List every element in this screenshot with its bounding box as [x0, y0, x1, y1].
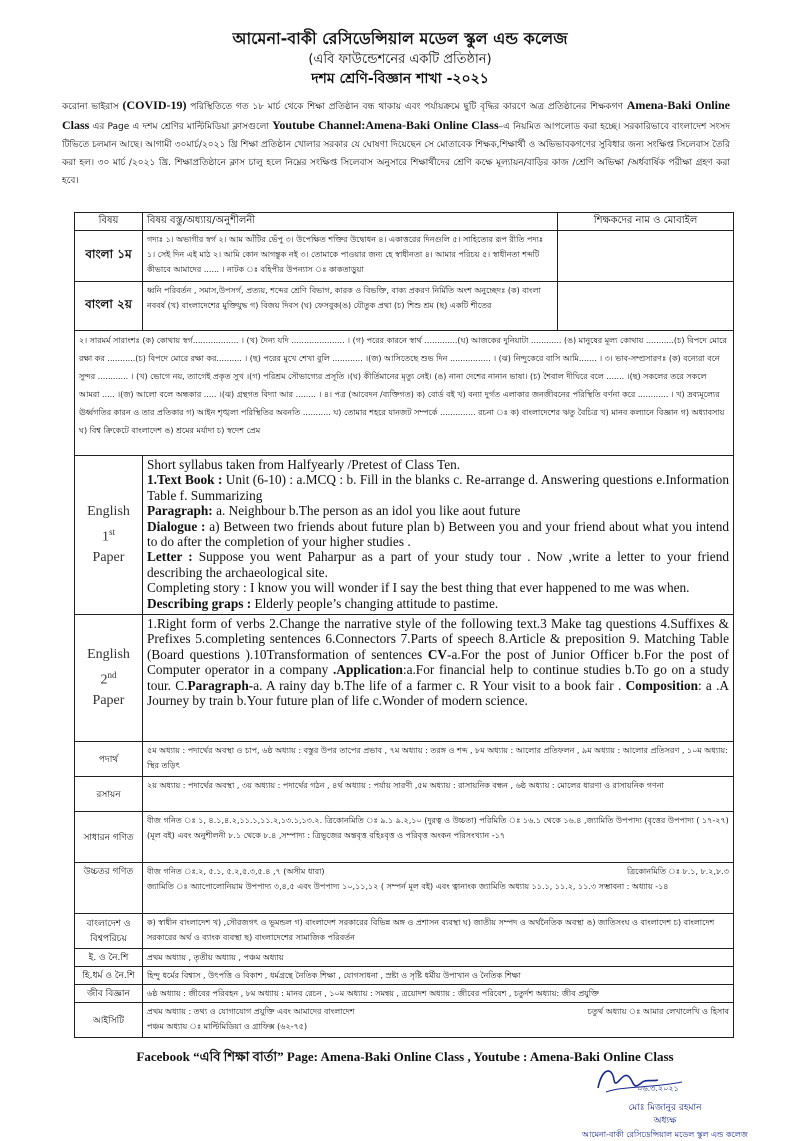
cv-label: CV — [427, 646, 448, 662]
content-bgs: ক) স্বাধীন বাংলাদেশ খ) ,সৌরজগৎ ও ভূমন্ডল গ) বাংলাদেশ সরকারের বিভিন্ন অঙ্গ ও প্রশাসন ব্যবস্থা ঘ) জাতীয় সম্পদ ও অর্থনৈতিক অবস্থা ঙ) জাতিসংঘ ও বাংলাদেশ চ) বাংলাদেশ সরকারের অর্থ ও ব্যাংক ব্যবস্থা ছ) বাংলাদেশের সামাজিক পরিবর্তন — [143, 914, 734, 949]
intro-text-3: এর Page এ দশম শ্রেণির মাল্টিমিডিয়া ক্লাসগুলো — [92, 122, 269, 132]
content-english-1 — [143, 456, 734, 615]
teacher-cell — [558, 231, 734, 282]
signature-institution: আমেনা-বাকী রেসিডেন্সিয়াল মডেল স্কুল এন্ড কলেজ — [582, 1130, 748, 1139]
subject-bgs: বাংলাদেশ ও বিশ্বপরিচয় — [75, 914, 143, 949]
ict-chapter-1: প্রথম অধ্যায় : তথ্য ও যোগাযোগ প্রযুক্তি এবং আমাদের বাংলাদেশ — [147, 1007, 355, 1016]
subject-bangla-1: বাংলা ১ম — [75, 231, 143, 282]
content-bangla-2-extra: ২। সারমর্ম সারাংশঃ (ক) কোথায় স্বর্গ.................. । (খ) দৈন্য যদি ..................... । (গ) পরের কারনে স্বার্থ .............(ঘ) আজকের দুনিয়াটা ............ (ঙ) মানুষের মূল্য কোথায় ...........(চ) বিপদে মোরে রক্ষা কর ...........(চ) বিপদে মোরে রক্ষা কর.......... । (ছ) পরের মুখে শেখা বুলি ............ ।(জ) আসিতেছে শুভ দিন ................ । (ঝ) নিন্দুকেরে বাসি আমি....... । ৩। ভাব-সম্প্রসারণঃ (ক) বন্যেরা বনে সুন্দর ............ । (খ) ভোগে নয়, ত্যাগেই প্রকৃত সুখ ।(গ) পরিশ্রম সৌভাগ্যের প্রসূতি ।(ঘ) কীর্তিমানের মৃত্যু নেই। (ঙ) নানা দেশের নানান ভাষা। (চ) শৈবাল দীঘিরে বলে ....... ।(ছ) সকলের তরে সকলে আমরা ..... ।(জ) আলো বলে অন্ধকার ..... ।(ঝ) গ্রন্থগত বিদ্যা আর ........ । ৪। পত্র (আবেদন /ব্যক্তিগত) ক) বোর্ড বই খ) বন্যা দুর্গত এলাকার জনজীবনের পরিস্থিতি বর্ণনা করে ............ । খ) দ্রব্যমূল্যের ঊর্ধ্বগতির কারন ও তার প্রতিকার গ) আইন শৃঙ্খলা পরিস্থিতির অবনতি ........... ঘ) তোমার শহরে যানজট সম্পর্কে .............. রচনা ঃ ক) বাংলাদেশের ঋতু বৈচিত্র খ) মানব কল্যানে বিজ্ঞান গ) অধ্যাবসায় ঘ) বিশ্ব ক্রিকেটে বাংলাদেশ ঙ) শ্রমের মর্যাদা চ) স্বদেশ প্রেম — [75, 331, 734, 456]
foundation-subtitle: (এবি ফাউন্ডেশনের একটি প্রতিষ্ঠান) — [308, 52, 492, 67]
subject-general-math: সাধারন গণিত — [75, 812, 143, 863]
subject-islam: ই. ও নৈ.শি — [75, 949, 143, 967]
header-teachers: শিক্ষকদের নাম ও মোবাইল — [558, 213, 734, 231]
table-row — [75, 777, 734, 812]
covid-label: (COVID-19) — [122, 98, 187, 112]
teacher-cell — [558, 282, 734, 331]
content-hindu: হিন্দু ধর্মের বিশ্বাস , উৎপত্তি ও বিকাশ , ধর্মগ্রন্থে নৈতিক শিক্ষা , যোগসাধনা , স্রষ্টা ও সৃষ্টি ধর্মীয় উপাখান ও নৈতিক শিক্ষা — [143, 967, 734, 985]
ict-line1 — [147, 1004, 729, 1019]
subject-biology: জীব বিজ্ঞান — [75, 985, 143, 1003]
subject-english-1 — [75, 456, 143, 615]
subject-english-2-sup: nd — [107, 670, 117, 681]
principal-title: অধ্যক্ষ — [653, 1116, 677, 1126]
subject-english-1-sup: st — [108, 527, 115, 538]
header-content: বিষয় বস্তু/অধ্যায়/অনুশীলনী — [143, 213, 558, 231]
table-row — [75, 231, 734, 282]
document-header — [0, 28, 800, 89]
dialogue-text: a) Between two friends about future plan b) Between you and your friend about what you intend to do after the completion of your higher studies . — [147, 518, 729, 550]
dialogue-label: Dialogue : — [147, 518, 206, 534]
ict-chapter-4: চতুর্থ অধ্যায় ঃ আমার লেখালেখি ও হিসাব — [587, 1007, 729, 1016]
subject-chemistry: রসায়ন — [75, 777, 143, 812]
eng2-paragraph-text: a. A rainy day b.The life of a farmer c. R Your visit to a book fair . — [253, 677, 622, 693]
class-title: দশম শ্রেণি-বিজ্ঞান শাখা -২০২১ — [311, 71, 489, 87]
table-row — [75, 812, 734, 863]
graphs-label: Describing graps : — [147, 595, 252, 611]
english-1-story: Completing story : I know you will wonder if I say the best thing that ever happened to me was when. — [147, 580, 690, 596]
online-class-name: Amena-Baki Online Class — [62, 98, 730, 132]
english-1-textbook — [147, 472, 729, 503]
subject-english-2 — [75, 615, 143, 742]
subject-english-2-num: 2 — [100, 672, 108, 688]
subject-english-2-line1: English — [87, 647, 130, 663]
table-row — [75, 615, 734, 742]
higher-math-line1 — [147, 864, 729, 879]
table-row — [75, 863, 734, 914]
application-text: :a.For financial help to continue studies b.To go on a study tour. C. — [147, 662, 730, 693]
table-row — [75, 967, 734, 985]
table-row — [75, 456, 734, 615]
signature-date: ০৬.৩.২০২১ — [637, 1084, 679, 1093]
subject-physics: পদার্থ — [75, 742, 143, 777]
content-higher-math — [143, 863, 734, 914]
subject-english-1-line3: Paper — [92, 549, 125, 565]
subject-english-1-num: 1 — [101, 529, 109, 545]
table-header-row — [75, 213, 734, 231]
table-row — [75, 742, 734, 777]
subject-english-1-line1: English — [87, 504, 130, 520]
content-english-2 — [143, 615, 734, 742]
ict-chapter-5: পঞ্চম অধ্যায় ঃ মাল্টিমিডিয়া ও গ্রাফিক্স (৬২-৭৫) — [147, 1022, 308, 1031]
table-row — [75, 331, 734, 456]
content-physics: ৫ম অধ্যায় : পদার্থের অবস্থা ও চাপ, ৬ষ্ঠ অধ্যায় : বস্তুর উপর তাপের প্রভাব , ৭ম অধ্যায় : তরঙ্গ ও শব্দ , ৮ম অধ্যায় : আলোর প্রতিফলন , ৯ম অধ্যায় : আলোর প্রতিসরণ , ১০ম অধ্যায়: স্থির তড়িৎ — [143, 742, 734, 777]
intro-text-2: পরিস্থিতিতে গত ১৮ মার্চ থেকে শিক্ষা প্রতিষ্ঠান বন্ধ থাকায় এবং পর্যায়ক্রমে ছুটি বৃদ্ধির কারণে অত্র প্রতিষ্ঠানের শিক্ষকগণ — [190, 102, 623, 112]
subject-english-2-line3: Paper — [92, 692, 125, 708]
textbook-text: Unit (6-10) : a.MCQ : b. Fill in the blanks c. Re-arrange d. Answering questions e.Information Table f. Summarizing — [147, 472, 729, 503]
table-row — [75, 914, 734, 949]
content-bangla-1: গদ্যঃ ১। অভাগীর স্বর্গ ২। আম আঁটির ভেঁপু ৩। উপেক্ষিত শক্তির উদ্বোধন ৪। একাত্তরের দিনগুলি ৫। সাহিত্যের রূপ রীতি পদ্যঃ ১। সেই দিন এই মাঠ ২। আমি কোন আগন্তুক নই ৩। তোমাকে পাওয়ার জন্য হে স্বাধীনতা ৪। আমার পরিচয় ৫। স্বাধীনতা শব্দটি কীভাবে আমাদের ...... । নাটক ঃ বহিপীর উপন্যাস ঃ কাকতাড়ুয়া — [143, 231, 558, 282]
subject-hindu: হি.ধর্ম ও নৈ.শি — [75, 967, 143, 985]
principal-name: মোঃ মিজানুর রহমান — [628, 1103, 702, 1113]
letter-text: Suppose you went Paharpur as a part of your study tour . Now ,write a letter to your friend describing the archaeological site. — [147, 549, 729, 580]
english-1-dialogue — [147, 519, 729, 550]
table-row — [75, 282, 734, 331]
composition-text: : a .A Journey by train b.Your future plan of life c.Wonder of modern science. — [147, 677, 730, 709]
intro-text-1: করোনা ভাইরাস — [62, 102, 119, 112]
higher-math-algebra: বীজ গনিত ঃ.২, ৫.১, ৫.২,৫.৩,৫.৪ ,৭ (অসীম ধারা) — [147, 867, 325, 876]
content-chemistry: ২য় অধ্যায় : পদার্থের অবস্থা , ৩য় অধ্যায় : পদার্থের গঠন , ৪র্থ অধ্যায় : পর্যায় সারণী ,৫ম অধ্যায় : রাসায়নিক বন্ধন , ৬ষ্ঠ অধ্যায় : মোলের ধারণা ও রাসায়নিক গণনা — [143, 777, 734, 812]
youtube-channel: Youtube Channel:Amena-Baki Online Class — [272, 118, 499, 132]
table-row — [75, 985, 734, 1003]
institution-name: আমেনা-বাকী রেসিডেন্সিয়াল মডেল স্কুল এন্ড কলেজ — [232, 29, 568, 48]
english-1-paragraph — [147, 503, 729, 518]
syllabus-table — [74, 212, 734, 1038]
content-ict — [143, 1003, 734, 1038]
graphs-text: Elderly people’s changing attitude to pastime. — [254, 595, 499, 611]
subject-higher-math: উচ্চতর গণিত — [75, 863, 143, 914]
subject-bangla-2: বাংলা ২য় — [75, 282, 143, 331]
paragraph-text: a. Neighbour b.The person as an idol you like aout future — [216, 503, 521, 519]
content-biology: ৬ষ্ঠ অধ্যায় : জীবের পরিবহন , ৮ম অধ্যায় : মানব রেচন , ১০ম অধ্যায় : সমন্বয় , ত্রয়োদশ অধ্যায় : জীবের পরিবেশ , চতুর্দশ অধ্যায়: জীব প্রযুক্তি — [143, 985, 734, 1003]
english-2-grammar: 1.Right form of verbs 2.Change the narrative style of the following text.3 Make tag questions 4.Suffixes & Prefixes 5.completing sentences 6.Connectors 7.Parts of speech 8.Article & preposition 9. Matching Table (Board questions ).10Transformation of sentences — [147, 616, 729, 662]
english-1-letter — [147, 549, 729, 580]
header-subject: বিষয় — [75, 213, 143, 231]
textbook-label: 1.Text Book : — [147, 472, 223, 488]
table-row — [75, 1003, 734, 1038]
content-general-math: বীজ গনিত ঃ ১, ৪.১,৪.২,১১.১,১১.২,১৩.১,১৩.২. ত্রিকোনমিতি ঃ ৯.১ ৯.২,১০ (দুরত্ব ও উচ্চতা) পরিমিতি ঃ ১৬.১ থেকে ১৬.৪ ,জ্যামিতি উপপাদ্য (বৃত্তের উপপাদ্য ( ১৭-২৭) (মূল বই) এবং অনুশীলনী ৮.১ থেকে ৮.৪ ,সম্পাদ্য : ত্রিভূজের অন্তবৃত্ত বহিঃবৃত্ত ও পরিবৃত্ত অংকন পরিসংখ্যান -১৭ — [143, 812, 734, 863]
higher-math-geometry: জ্যামিতি ঃ অ্যাপোলোনিয়াম উপপাদ্য ৩,৪,৫ এবং উপপাদ্য ১০,১১,১২ ( সম্পর্ন মূল বই) এবং ত্বানাংক জ্যামিতি অধ্যায় ১১.১, ১১.২, ১১.৩ সম্ভাবনা : অধ্যায় -১৪ — [147, 882, 669, 891]
content-islam: প্রথম অধ্যায় , তৃতীয় অধ্যায় , পঞ্চম অধ্যায় — [143, 949, 734, 967]
paragraph-label: Paragraph: — [147, 503, 213, 519]
intro-text-4: –এ নিয়মিত আপলোড করা হচ্ছে। সরকারিভাবে বাংলাদেশ সংসদ টিভিতে চলমান আছে। আগামী ৩০মার্চ/২০২১ খ্রি শিক্ষা প্রতিষ্ঠান খোলার সরকার যে ঘোষণা দিয়েছেন সে মোতাবেক শিক্ষক,শিক্ষার্থী ও অভিভাবকগণের সুবিধার জন্য সংক্ষিপ্ত সিলেবাস তৈরি করা হল। ৩০ মার্চ /২০২১ খ্রি. শিক্ষাপ্রতিষ্ঠানে ক্লাস চালু হলে নিম্নের সংক্ষিপ্ত সিলেবাস অনুসারে শিক্ষার্থীদের শ্রেণি কক্ষে মূল্যায়ন/বাড়ির কাজ /শ্রেণি অভিক্ষা /অর্ধবার্ষিক পরীক্ষা গ্রহণ করা হবে। — [62, 122, 730, 186]
footer-social: Facebook “এবি শিক্ষা বার্তা” Page: Amena-Baki Online Class , Youtube : Amena-Baki Online Class — [136, 1049, 674, 1064]
letter-label: Letter : — [147, 549, 193, 565]
application-label: .Application — [333, 662, 403, 678]
subject-ict: আইসিটি — [75, 1003, 143, 1038]
higher-math-trig: ত্রিকোনমিতি ঃ ৮.১, ৮.২,৮.৩ — [626, 867, 729, 876]
english-1-graphs — [147, 596, 729, 611]
cv-text: -a.For the post of Junior Officer b.For the post of Computer operator in a company — [147, 646, 729, 678]
content-bangla-2: ধ্বনি পরিবর্তন , সমাস,উপসর্গ, প্রত্যয়, শব্দের শ্রেণি বিভাগ, কারক ও বিভক্তি, বাক্য প্রকরণ নির্মিতি অংশ অনুচ্ছেদঃ (ক) বাংলা নববর্ষ (খ) বাংলাদেশের মুক্তিযুদ্ধ গ) বিজয় দিবস (ঘ) ফেসবুক(ঙ) যৌতুক প্রথা (চ) শিশু শ্রম (ছ) একটি শীতের — [143, 282, 558, 331]
eng2-paragraph-label: Paragraph- — [187, 677, 254, 693]
english-1-intro: Short syllabus taken from Halfyearly /Pretest of Class Ten. — [147, 457, 461, 472]
composition-label: Composition — [625, 677, 698, 693]
table-row — [75, 949, 734, 967]
intro-paragraph — [62, 96, 730, 190]
